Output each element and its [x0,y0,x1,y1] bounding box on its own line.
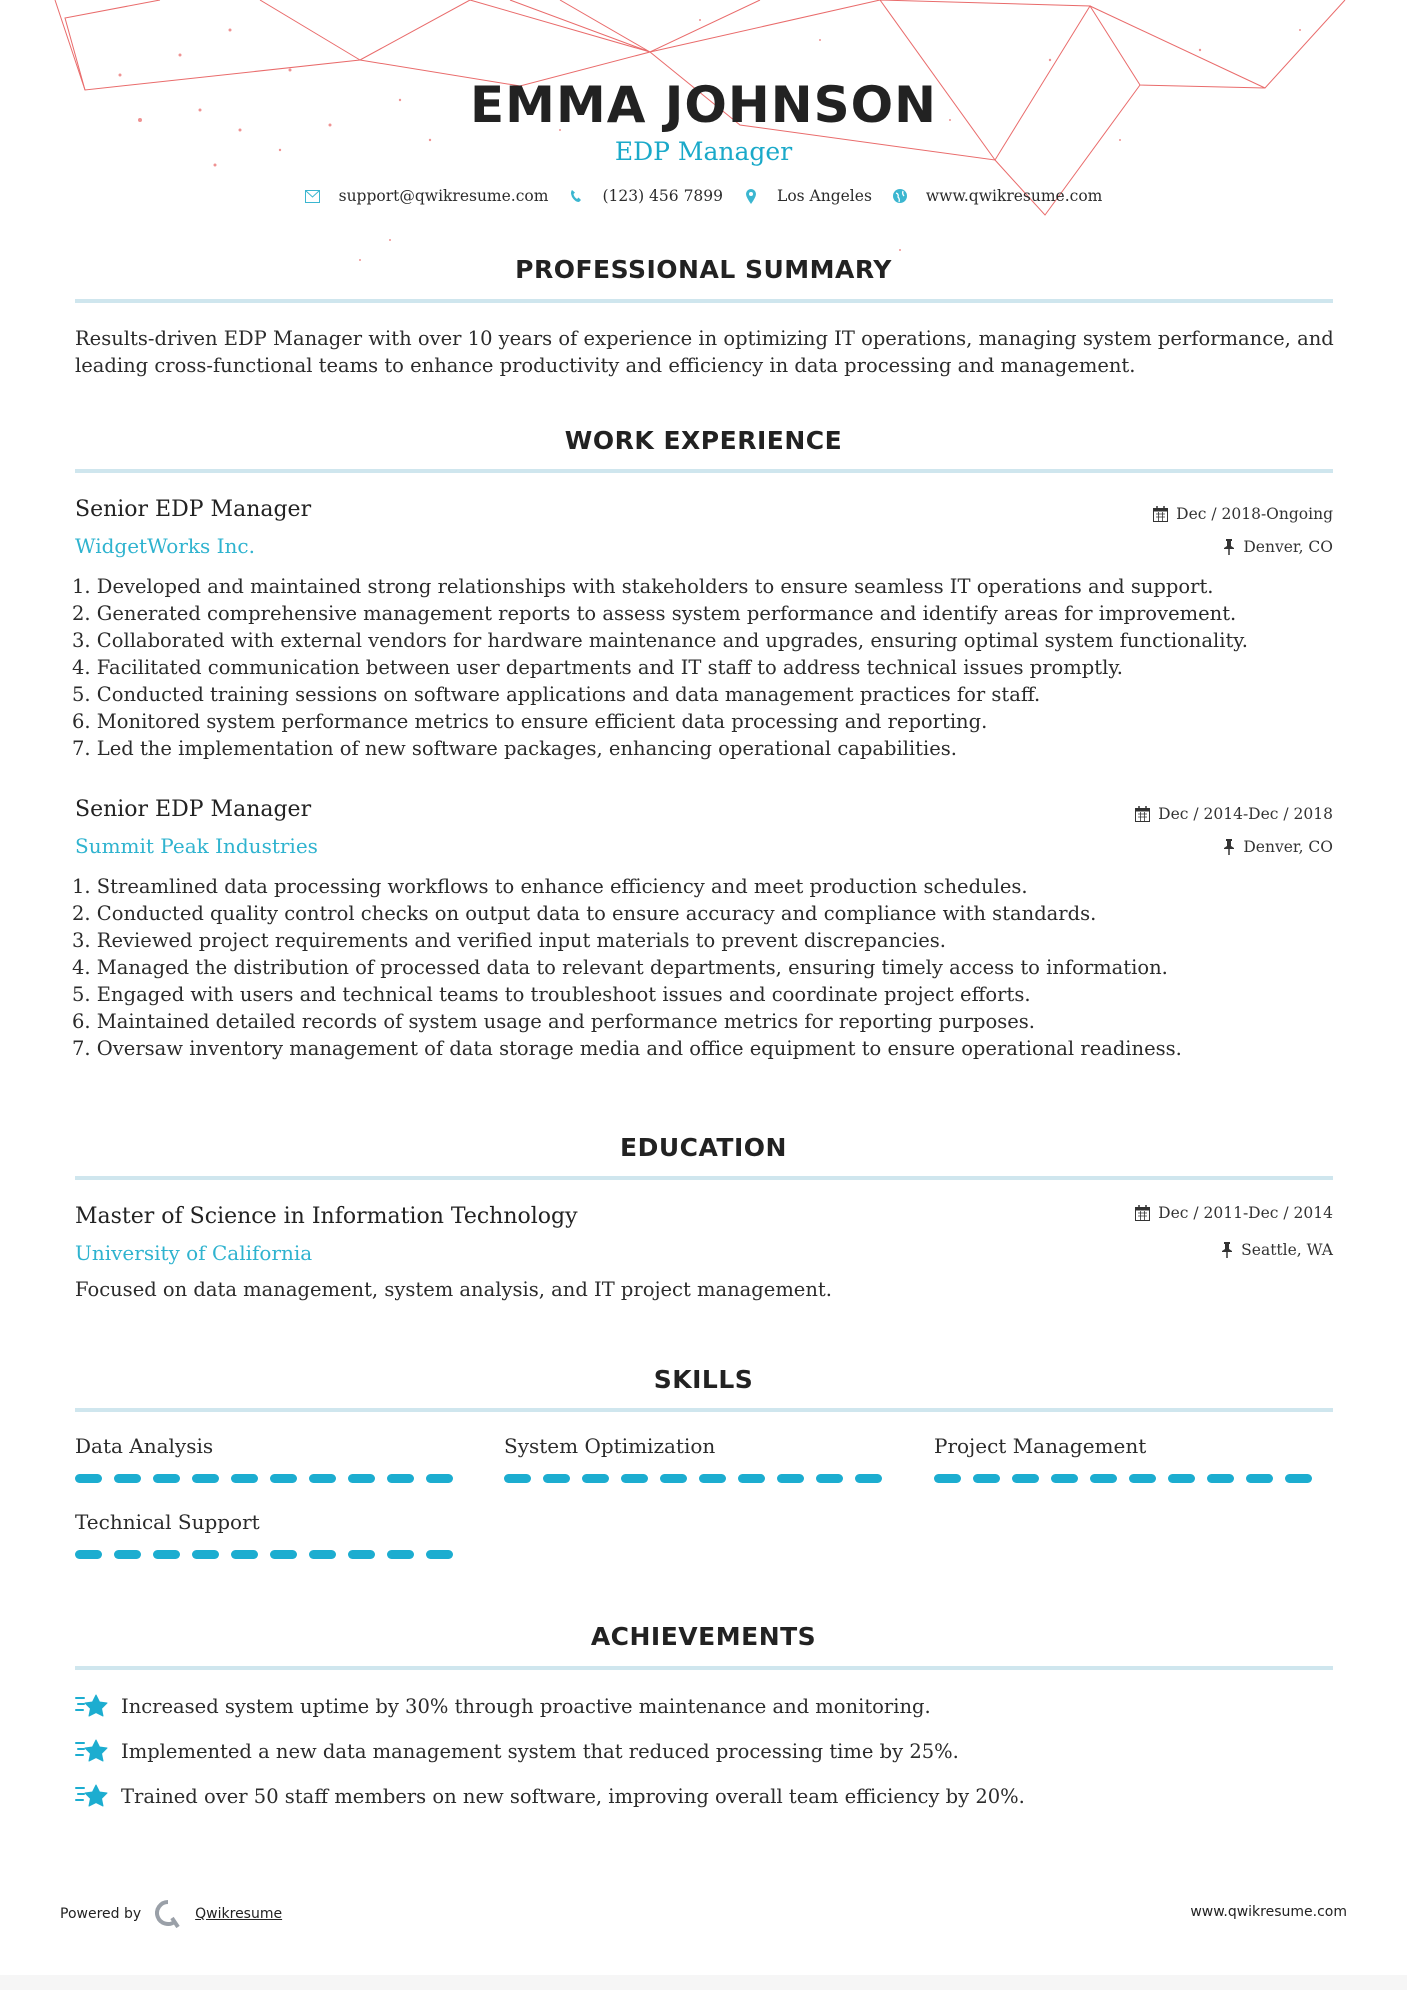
footer-website[interactable]: www.qwikresume.com [1190,1904,1347,1920]
education-dates: Dec / 2011-Dec / 2014 [1135,1202,1333,1224]
school: University of California [75,1241,313,1265]
qwikresume-link[interactable]: Qwikresume [195,1906,283,1922]
job-role: Senior EDP Manager [75,797,312,822]
skill-dash [153,1550,180,1559]
skill-dash [543,1474,570,1483]
shooting-star-icon [75,1782,109,1810]
skill-dash [309,1550,336,1559]
skill-dash [660,1474,687,1483]
job-dates: Dec / 2014-Dec / 2018 [1135,803,1333,825]
skill-dash [114,1474,141,1483]
job-location: Denver, CO [1223,836,1333,858]
achievement-item: Trained over 50 staff members on new software, improving overall team efficiency by 20%. [75,1782,1025,1810]
job-dates: Dec / 2018-Ongoing [1153,503,1333,525]
calendar-icon [1135,806,1150,822]
skill-dash [855,1474,882,1483]
section-heading-achievements: ACHIEVEMENTS [590,1622,817,1651]
shooting-star-icon [75,1692,109,1720]
skill-dash [699,1474,726,1483]
skill-rating-bar [504,1474,884,1483]
section-heading-education: EDUCATION [620,1133,787,1162]
degree: Master of Science in Information Technology [75,1204,578,1229]
achievement-item: Increased system uptime by 30% through proactive maintenance and monitoring. [75,1692,931,1720]
skill-dash [582,1474,609,1483]
powered-by: Powered by Qwikresume [60,1900,282,1928]
education-description: Focused on data management, system analysis, and IT project management. [75,1278,832,1301]
skill-dash [738,1474,765,1483]
skill-dash [153,1474,180,1483]
skill-dash [75,1550,102,1559]
list-item: 2. Generated comprehensive management reports to assess system performance and identify areas for improvement. [72,602,1237,625]
list-item: 4. Facilitated communication between user departments and IT staff to address technical issues promptly. [72,656,1123,679]
candidate-title: EDP Manager [614,137,793,166]
skill-item: Project Management [934,1433,1314,1483]
section-heading-experience: WORK EXPERIENCE [564,426,843,455]
map-pin-icon [743,188,759,204]
list-item: 5. Conducted training sessions on software applications and data management practices for staff. [72,683,1041,706]
skill-dash [1246,1474,1273,1483]
list-item: 6. Monitored system performance metrics to ensure efficient data processing and reporting. [72,710,988,733]
skill-item: System Optimization [504,1433,884,1483]
skill-dash [192,1550,219,1559]
pushpin-icon [1223,839,1235,855]
skill-dash [426,1550,453,1559]
skill-dash [1207,1474,1234,1483]
job-bullets [72,873,1352,1062]
skill-dash [231,1550,258,1559]
skill-dash [1051,1474,1078,1483]
list-item: 6. Maintained detailed records of system usage and performance metrics for reporting purposes. [72,1010,1035,1033]
skill-dash [504,1474,531,1483]
list-item: 4. Managed the distribution of processed data to relevant departments, ensuring timely access to information. [72,956,1168,979]
list-item: 1. Developed and maintained strong relationships with stakeholders to ensure seamless IT operations and support. [72,575,1214,598]
skill-dash [114,1550,141,1559]
list-item: 2. Conducted quality control checks on output data to ensure accuracy and compliance with standards. [72,902,1097,925]
skill-dash [387,1474,414,1483]
skill-dash [1090,1474,1117,1483]
qwikresume-logo-icon [155,1900,181,1928]
skill-dash [348,1474,375,1483]
skill-item: Technical Support [75,1509,455,1559]
envelope-icon [305,188,321,204]
globe-icon [892,188,908,204]
skill-dash [1285,1474,1312,1483]
skill-dash [777,1474,804,1483]
list-item: 5. Engaged with users and technical teams to troubleshoot issues and coordinate project efforts. [72,983,1031,1006]
shooting-star-icon [75,1737,109,1765]
phone-icon [568,188,584,204]
section-heading-skills: SKILLS [653,1365,754,1394]
skill-dash [231,1474,258,1483]
section-divider [75,299,1333,303]
skill-rating-bar [934,1474,1314,1483]
skill-dash [1168,1474,1195,1483]
skill-dash [75,1474,102,1483]
section-heading-summary: PROFESSIONAL SUMMARY [515,255,892,284]
job-bullets [72,573,1352,762]
list-item: 7. Oversaw inventory management of data storage media and office equipment to ensure operational readiness. [72,1037,1182,1060]
calendar-icon [1153,506,1168,522]
skill-dash [270,1474,297,1483]
skill-dash [1129,1474,1156,1483]
skill-dash [621,1474,648,1483]
section-divider [75,1408,1333,1412]
candidate-name: EMMA JOHNSON [470,76,937,134]
section-divider [75,1666,1333,1670]
skill-dash [816,1474,843,1483]
pushpin-icon [1221,1242,1233,1258]
skill-dash [426,1474,453,1483]
skill-dash [1012,1474,1039,1483]
contact-phone[interactable]: (123) 456 7899 [568,187,723,205]
list-item: 7. Led the implementation of new software packages, enhancing operational capabilities. [72,737,957,760]
education-location: Seattle, WA [1221,1239,1333,1261]
contact-website[interactable]: www.qwikresume.com [892,187,1102,205]
skill-dash [973,1474,1000,1483]
job-company: Summit Peak Industries [75,834,318,858]
list-item: 3. Collaborated with external vendors for hardware maintenance and upgrades, ensuring optimal system functionality. [72,629,1248,652]
skill-dash [348,1550,375,1559]
section-divider [75,1176,1333,1180]
page-bottom-band [0,1975,1407,1990]
list-item: 1. Streamlined data processing workflows to enhance efficiency and meet production schedules. [72,875,1028,898]
skill-dash [270,1550,297,1559]
job-role: Senior EDP Manager [75,497,312,522]
skill-dash [387,1550,414,1559]
calendar-icon [1135,1205,1150,1221]
contact-bar [0,187,1407,205]
skill-rating-bar [75,1474,455,1483]
job-location: Denver, CO [1223,536,1333,558]
contact-email[interactable]: support@qwikresume.com [305,187,549,205]
contact-location: Los Angeles [743,187,872,205]
skill-item: Data Analysis [75,1433,455,1483]
list-item: 3. Reviewed project requirements and verified input materials to prevent discrepancies. [72,929,946,952]
achievement-item: Implemented a new data management system that reduced processing time by 25%. [75,1737,959,1765]
summary-text: Results-driven EDP Manager with over 10 years of experience in optimizing IT operations, managing system performance, and leading cross-functional teams to enhance productivity and efficiency in data processing and management. [75,327,1334,377]
skill-rating-bar [75,1550,455,1559]
pushpin-icon [1223,539,1235,555]
section-divider [75,469,1333,473]
skill-dash [192,1474,219,1483]
skill-dash [309,1474,336,1483]
skill-dash [934,1474,961,1483]
job-company: WidgetWorks Inc. [75,534,255,558]
